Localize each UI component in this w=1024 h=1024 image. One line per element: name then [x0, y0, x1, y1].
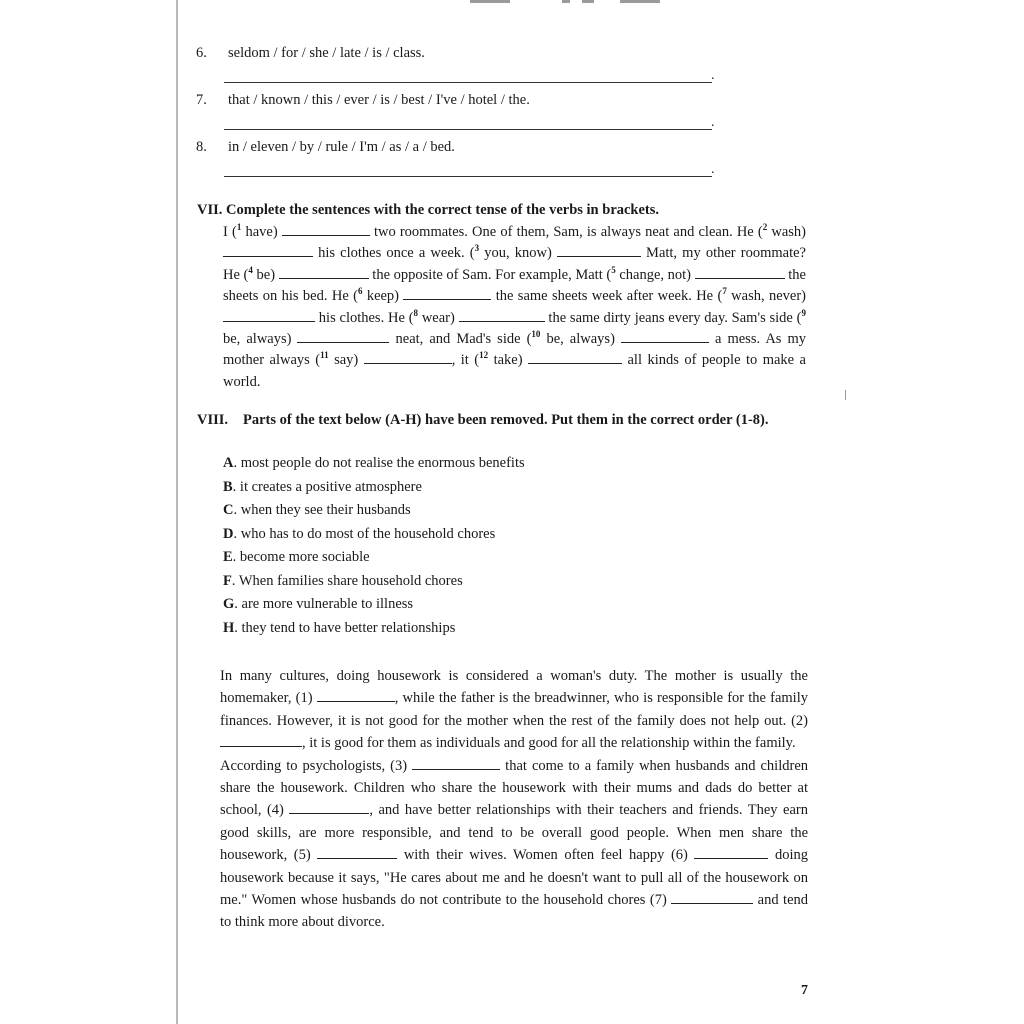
item-number: 7. — [196, 92, 207, 108]
section-vii-heading — [197, 202, 659, 219]
item-number: 6. — [196, 45, 207, 61]
list-item: C. when they see their husbands — [223, 502, 411, 518]
blank-6[interactable] — [403, 286, 491, 300]
exercise-item-8 — [196, 139, 455, 156]
blank-8[interactable] — [459, 308, 545, 322]
list-item: E. become more sociable — [223, 549, 370, 565]
list-item: A. most people do not realise the enormous benefits — [223, 455, 525, 471]
list-item: B. it creates a positive atmosphere — [223, 478, 422, 495]
exercise-item-7 — [196, 92, 530, 109]
top-edge-marks — [470, 0, 700, 4]
gap-5[interactable] — [317, 845, 397, 859]
blank-2[interactable] — [223, 243, 313, 257]
item-prompt: that / known / this / ever / is / best / I've / hotel / the. — [228, 92, 530, 108]
blank-3[interactable] — [557, 243, 641, 257]
answer-line-8[interactable] — [224, 176, 712, 177]
list-item: D. who has to do most of the household chores — [223, 525, 496, 542]
section-instruction: Parts of the text below (A-H) have been removed. Put them in the correct order (1-8). — [243, 412, 769, 428]
passage-paragraph-2: According to psychologists, (3) that come to a family when husbands and children share the housework. Children who share the housework with their mums and dads do better at school, (4) , and have better relationships with their teachers and friends. They earn good skills, are more responsible, and tend to be overall good people. When men share the housework, (5) with their wives. Women often feel happy (6) doing housework because it says, "He cares about me and he doesn't want to pull all of the housework on me." Women whose husbands do not contribute to the household chores (7) and tend to think more about divorce. — [220, 757, 809, 931]
answer-line-6[interactable] — [224, 82, 712, 83]
blank-12[interactable] — [528, 350, 622, 364]
verb-tense-paragraph: I ($^1$ have) two roommates. One of them, Sam, is always neat and clean. He ($^2$ wash) his clothes once a week. ($^3$ you, know) Matt, my other roommate? He ($^4$ be) the opposite of Sam. For example, Matt ($^5$ change, not) the sheets on his bed. He ($^6$ keep) the same sheets week after week. He ($^7$ wash, never) his clothes. He ($^8$ wear) the same dirty jeans every day. Sam's side ($^9$ be, always) neat, and Mad's side ($^{10}$ be, always) a mess. As my mother always ($^{11}$ say) , it ($^{12}$ take) all kinds of people to make a world. — [223, 222, 807, 390]
blank-11[interactable] — [364, 350, 452, 364]
line-end-dot: . — [711, 162, 715, 177]
line-end-dot: . — [711, 68, 715, 83]
section-instruction: Complete the sentences with the correct tense of the verbs in brackets. — [226, 202, 660, 218]
page-number: 7 — [801, 983, 808, 998]
blank-9[interactable] — [297, 329, 389, 343]
gap-3[interactable] — [412, 756, 500, 770]
gap-1[interactable] — [317, 688, 395, 702]
section-number: VII. — [197, 202, 223, 218]
list-item: H. they tend to have better relationships — [223, 619, 456, 636]
blank-1[interactable] — [282, 222, 370, 236]
removed-parts-list — [223, 453, 525, 641]
answer-line-7[interactable] — [224, 129, 712, 130]
list-item: G. are more vulnerable to illness — [223, 596, 414, 612]
line-end-dot: . — [711, 115, 715, 130]
stray-mark — [845, 390, 846, 400]
passage-paragraph-1: In many cultures, doing housework is considered a woman's duty. The mother is usually the homemaker, (1) , while the father is the breadwinner, who is responsible for the family finances. However, it is not good for the mother when the rest of the family does not help out. (2) , it is good for them as individuals and good for all the relationship within the family. — [220, 668, 808, 752]
gap-4[interactable] — [289, 800, 369, 814]
blank-7[interactable] — [223, 308, 315, 322]
gap-6[interactable] — [694, 845, 768, 859]
blank-5[interactable] — [695, 265, 785, 279]
blank-10[interactable] — [621, 329, 709, 343]
exercise-item-6 — [196, 45, 425, 62]
item-prompt: in / eleven / by / rule / I'm / as / a / bed. — [228, 139, 455, 155]
blank-4[interactable] — [279, 265, 369, 279]
section-number: VIII. — [197, 412, 229, 428]
gap-7[interactable] — [671, 890, 753, 904]
list-item: F. When families share household chores — [223, 572, 463, 589]
gap-2[interactable] — [220, 733, 302, 747]
item-prompt: seldom / for / she / late / is / class. — [228, 45, 425, 61]
reading-passage — [220, 665, 808, 934]
section-viii-heading — [197, 410, 807, 431]
item-number: 8. — [196, 139, 207, 155]
binding-margin-line — [176, 0, 178, 1024]
